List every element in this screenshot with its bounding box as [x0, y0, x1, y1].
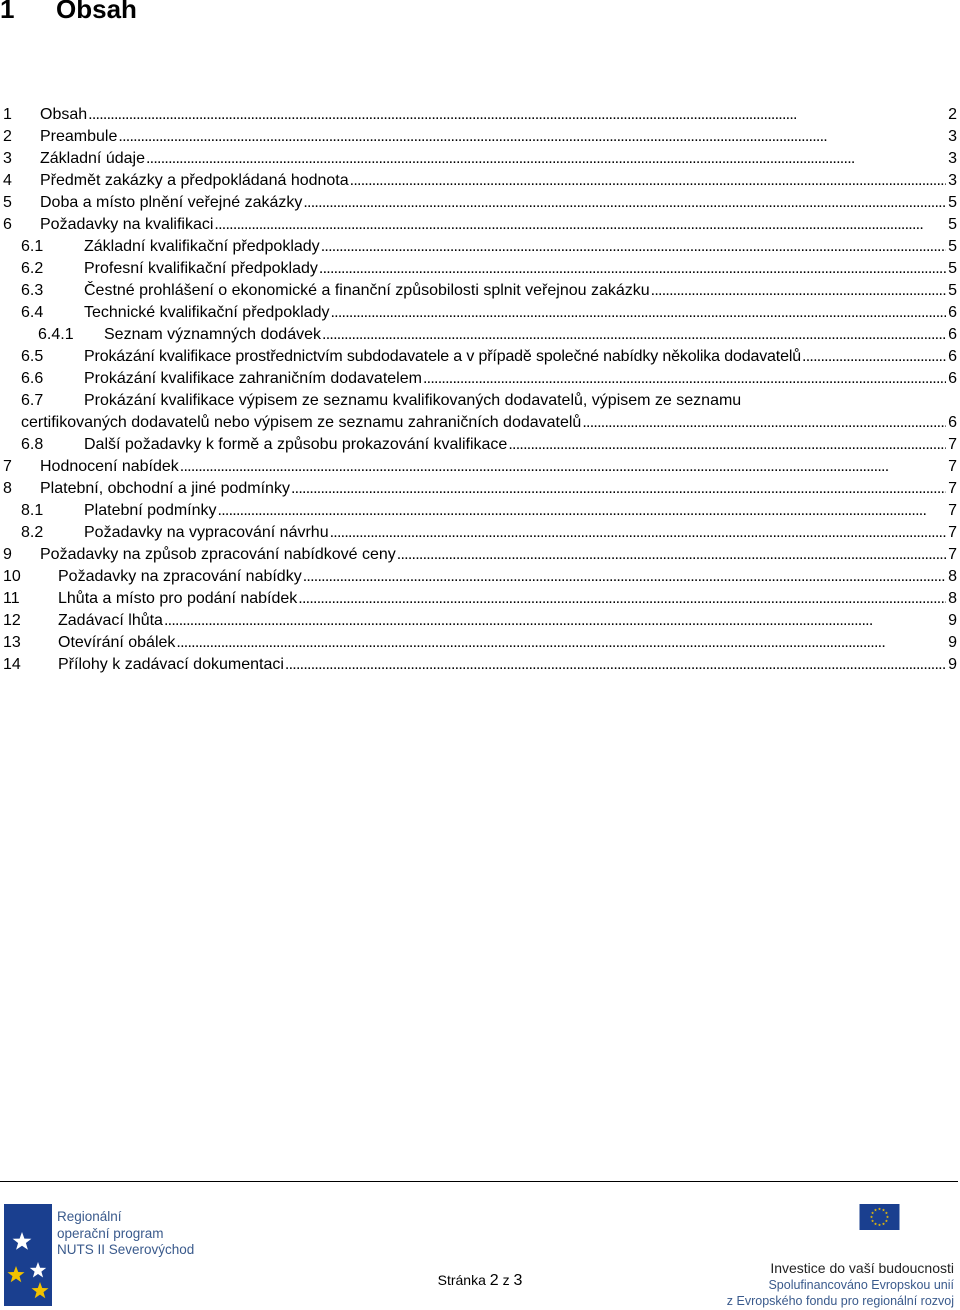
toc-title: Technické kvalifikační předpoklady — [84, 304, 330, 321]
toc-page-number: 6 — [948, 304, 957, 321]
toc-leader — [117, 126, 946, 148]
toc-entry-10[interactable] — [0, 566, 957, 588]
toc-entry-12[interactable] — [0, 610, 957, 632]
toc-title: Požadavky na zpracování nabídky — [58, 568, 302, 585]
toc-page-number: 7 — [948, 480, 957, 497]
toc-entry-8-2[interactable] — [0, 522, 957, 544]
toc-page-number: 3 — [948, 128, 957, 145]
toc-leader — [87, 104, 946, 126]
toc-number: 6.7 — [21, 392, 44, 409]
toc-number: 6.8 — [21, 436, 44, 453]
toc-title: Prokázání kvalifikace prostřednictvím subdodavatele a v případě společné nabídky několika dodavatelů — [84, 348, 801, 365]
toc-page-number: 5 — [948, 216, 957, 233]
toc-leader — [581, 412, 946, 434]
toc-page-number: 5 — [948, 260, 957, 277]
toc-entry-6-2[interactable] — [0, 258, 957, 280]
toc-page-number: 6 — [948, 370, 957, 387]
toc-page-number: 6 — [948, 414, 957, 431]
toc-heading — [0, 0, 137, 25]
toc-entry-1[interactable] — [0, 104, 957, 126]
toc-entry-6[interactable] — [0, 214, 957, 236]
toc-leader — [302, 566, 946, 588]
toc-leader — [422, 368, 946, 390]
toc-number: 2 — [3, 128, 12, 145]
toc-title: Prokázání kvalifikace zahraničním dodavatelem — [84, 370, 422, 387]
toc-leader — [217, 500, 947, 522]
toc-entry-6-6[interactable] — [0, 368, 957, 390]
toc-number: 8.2 — [21, 524, 44, 541]
page-prefix: Stránka — [437, 1272, 486, 1288]
toc-title: Doba a místo plnění veřejné zakázky — [40, 194, 303, 211]
toc-title: Požadavky na kvalifikaci — [40, 216, 214, 233]
toc-page-number: 7 — [948, 436, 957, 453]
toc-number: 6.5 — [21, 348, 44, 365]
toc-entry-7[interactable] — [0, 456, 957, 478]
toc-title: Požadavky na způsob zpracování nabídkové ceny — [40, 546, 396, 563]
toc-number: 9 — [3, 546, 12, 563]
logo-right-line: Spolufinancováno Evropskou unií — [768, 1278, 954, 1292]
toc-leader — [163, 610, 946, 632]
toc-page-number: 7 — [948, 458, 957, 475]
toc-leader — [179, 456, 946, 478]
toc-entry-2[interactable] — [0, 126, 957, 148]
toc-number: 6.2 — [21, 260, 44, 277]
logo-left-text — [57, 1209, 194, 1259]
toc-entry-6-8[interactable] — [0, 434, 957, 456]
toc-title: Platební, obchodní a jiné podmínky — [40, 480, 290, 497]
toc-number: 6.3 — [21, 282, 44, 299]
toc-title: Základní údaje — [40, 150, 145, 167]
toc-title: Seznam významných dodávek — [104, 326, 321, 343]
toc-page-number: 6 — [948, 348, 957, 365]
toc-page-number: 7 — [948, 502, 957, 519]
toc-title: Platební podmínky — [84, 502, 217, 519]
toc-leader — [329, 522, 947, 544]
toc-entry-6-3[interactable] — [0, 280, 957, 302]
toc-leader — [297, 588, 946, 610]
page-separator: z — [502, 1272, 510, 1288]
toc-title: Požadavky na vypracování návrhu — [84, 524, 329, 541]
toc-number: 7 — [3, 458, 12, 475]
eu-flag-logo — [728, 1204, 960, 1256]
toc-number: 11 — [3, 590, 20, 607]
toc-title: Preambule — [40, 128, 118, 145]
table-of-contents — [0, 104, 957, 676]
toc-leader — [329, 302, 946, 324]
toc-leader — [321, 324, 946, 346]
toc-title: Profesní kvalifikační předpoklady — [84, 260, 318, 277]
toc-leader — [213, 214, 946, 236]
toc-entry-6-1[interactable] — [0, 236, 957, 258]
toc-number: 6.1 — [21, 238, 44, 255]
toc-entry-11[interactable] — [0, 588, 957, 610]
toc-page-number: 9 — [948, 634, 957, 651]
toc-title: Otevírání obálek — [58, 634, 176, 651]
toc-entry-3[interactable] — [0, 148, 957, 170]
toc-page-number: 5 — [948, 282, 957, 299]
toc-number: 3 — [3, 150, 12, 167]
toc-leader — [320, 236, 946, 258]
toc-title: Obsah — [40, 106, 88, 123]
toc-entry-5[interactable] — [0, 192, 957, 214]
toc-entry-8[interactable] — [0, 478, 957, 500]
toc-entry-13[interactable] — [0, 632, 957, 654]
toc-page-number: 7 — [948, 546, 957, 563]
toc-entry-6-4-1[interactable] — [0, 324, 957, 346]
toc-page-number: 8 — [948, 590, 957, 607]
toc-leader — [145, 148, 946, 170]
toc-entry-6-5[interactable] — [0, 346, 957, 368]
toc-leader — [302, 192, 946, 214]
toc-leader — [396, 544, 946, 566]
toc-entry-9[interactable] — [0, 544, 957, 566]
toc-number: 4 — [3, 172, 12, 189]
toc-entry-4[interactable] — [0, 170, 957, 192]
toc-leader — [175, 632, 946, 654]
toc-number: 12 — [3, 612, 21, 629]
toc-page-number: 6 — [948, 326, 957, 343]
toc-leader — [349, 170, 946, 192]
toc-number: 5 — [3, 194, 12, 211]
toc-number: 1 — [3, 106, 12, 123]
logo-right-text — [727, 1259, 954, 1309]
toc-page-number: 8 — [948, 568, 957, 585]
footer-divider — [0, 1181, 958, 1182]
toc-leader — [284, 654, 946, 676]
logo-right-line: Investice do vaší budoucnosti — [770, 1260, 954, 1276]
toc-leader — [650, 280, 946, 302]
toc-page-number: 3 — [948, 172, 957, 189]
toc-number: 8 — [3, 480, 12, 497]
toc-number: 6.6 — [21, 370, 44, 387]
toc-entry-6-7[interactable] — [0, 390, 957, 434]
toc-page-number: 9 — [948, 612, 957, 629]
flag-block-top — [4, 1204, 52, 1256]
toc-entry-6-4[interactable] — [0, 302, 957, 324]
toc-number: 6 — [3, 216, 12, 233]
toc-entry-14[interactable] — [0, 654, 957, 676]
toc-leader — [507, 434, 946, 456]
toc-title: Předmět zakázky a předpokládaná hodnota — [40, 172, 349, 189]
page-current: 2 — [489, 1272, 499, 1289]
logo-left-line: NUTS II Severovýchod — [57, 1242, 195, 1257]
toc-number: 10 — [3, 568, 21, 585]
toc-page-number: 5 — [948, 238, 957, 255]
toc-title: Lhůta a místo pro podání nabídek — [58, 590, 298, 607]
page-total: 3 — [513, 1272, 523, 1289]
logo-left-line: Regionální — [57, 1209, 122, 1224]
toc-title: Čestné prohlášení o ekonomické a finanční způsobilosti splnit veřejnou zakázku — [84, 282, 650, 299]
toc-entry-8-1[interactable] — [0, 500, 957, 522]
toc-page-number: 3 — [948, 150, 957, 167]
toc-page-number: 9 — [948, 656, 957, 673]
toc-title-continued: certifikovaných dodavatelů nebo výpisem ze seznamu zahraničních dodavatelů — [21, 414, 582, 431]
toc-page-number: 5 — [948, 194, 957, 211]
toc-number: 6.4.1 — [38, 326, 74, 343]
toc-page-number: 7 — [948, 524, 957, 541]
toc-title: Přílohy k zadávací dokumentaci — [58, 656, 284, 673]
logo-right-line: z Evropského fondu pro regionální rozvoj — [726, 1294, 954, 1308]
toc-page-number: 2 — [948, 106, 957, 123]
toc-leader — [801, 346, 946, 368]
toc-leader — [318, 258, 946, 280]
heading-number: 1 — [0, 0, 15, 24]
logo-left-line: operační program — [57, 1225, 164, 1241]
toc-title: Základní kvalifikační předpoklady — [84, 238, 320, 255]
toc-title: Zadávací lhůta — [58, 612, 163, 629]
toc-number: 13 — [3, 634, 21, 651]
heading-title: Obsah — [56, 0, 137, 24]
toc-number: 6.4 — [21, 304, 44, 321]
toc-title: Prokázání kvalifikace výpisem ze seznamu kvalifikovaných dodavatelů, výpisem ze seznamu — [84, 392, 742, 409]
toc-number: 14 — [3, 656, 21, 673]
toc-title: Hodnocení nabídek — [40, 458, 179, 475]
toc-number: 8.1 — [21, 502, 44, 519]
toc-title: Další požadavky k formě a způsobu prokazování kvalifikace — [84, 436, 508, 453]
toc-leader — [290, 478, 946, 500]
